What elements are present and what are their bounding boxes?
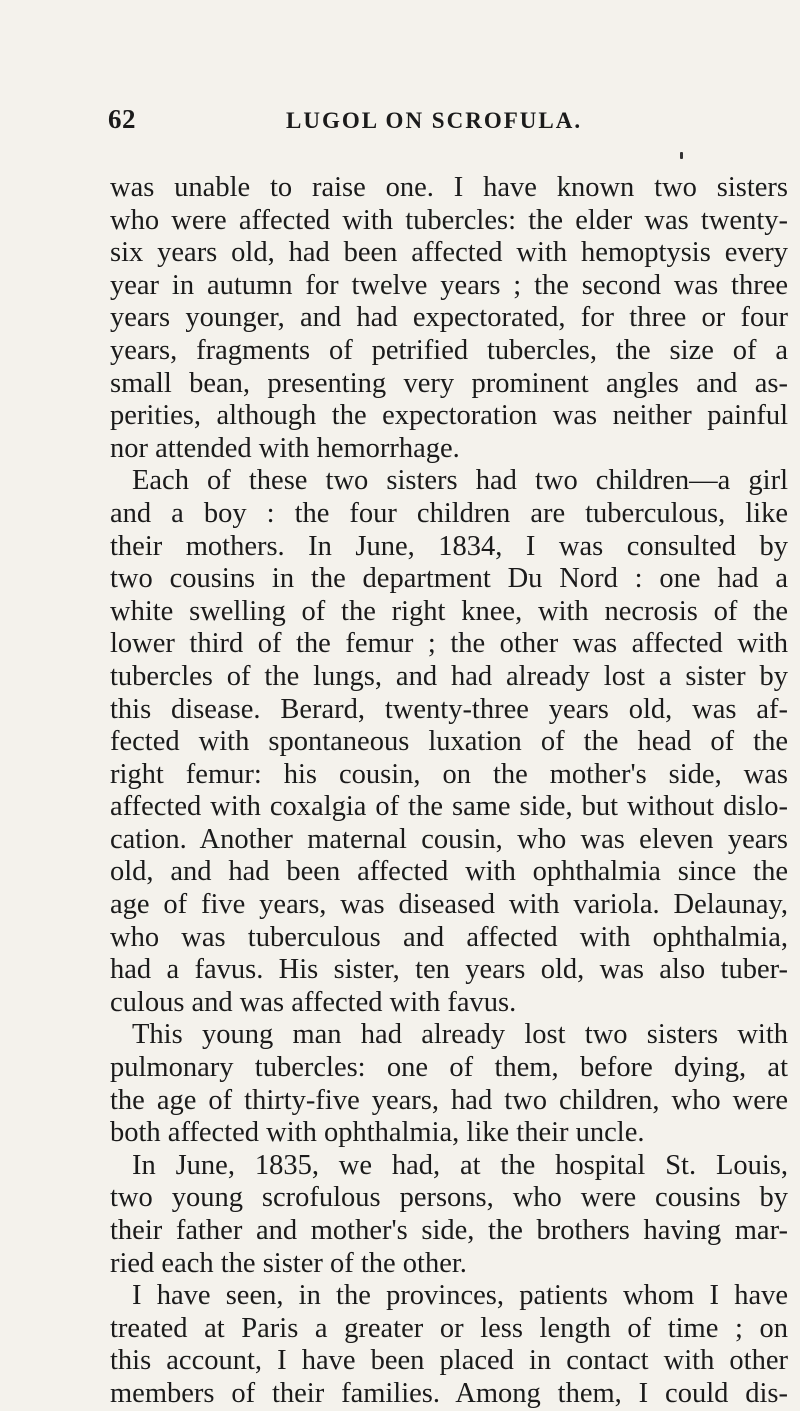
text-line: years, fragments of petrified tubercles, the size of a <box>110 334 788 366</box>
text-line: years younger, and had expectorated, for three or four <box>110 302 788 334</box>
text-line: affected with coxalgia of the same side, but without dislo- <box>110 791 788 823</box>
text-line: white swelling of the right knee, with necrosis of the <box>110 595 788 627</box>
text-line: This young man had already lost two sisters with <box>132 1019 788 1051</box>
text-line: this account, I have been placed in contact with other <box>110 1345 788 1377</box>
text-line: six years old, had been affected with hemoptysis every <box>110 237 788 269</box>
text-line: this disease. Berard, twenty-three years old, was af- <box>110 693 788 725</box>
ink-speck <box>680 152 683 159</box>
text-line: old, and had been affected with ophthalmia since the <box>110 856 788 888</box>
text-line: cation. Another maternal cousin, who was eleven years <box>110 823 788 855</box>
text-line: members of their families. Among them, I could dis- <box>110 1377 788 1409</box>
text-line: year in autumn for twelve years ; the second was three <box>110 269 788 301</box>
text-line: culous and was affected with favus. <box>110 986 517 1018</box>
text-line: the age of thirty-five years, had two children, who were <box>110 1084 788 1116</box>
text-line: their mothers. In June, 1834, I was consulted by <box>110 530 788 562</box>
text-line: pulmonary tubercles: one of them, before dying, at <box>110 1052 788 1084</box>
text-line: Each of these two sisters had two children—a girl <box>132 465 788 497</box>
text-line: small bean, presenting very prominent angles and as- <box>110 367 788 399</box>
text-line: two cousins in the department Du Nord : one had a <box>110 563 788 595</box>
page-header <box>108 104 738 138</box>
text-line: who were affected with tubercles: the elder was twenty- <box>110 204 788 236</box>
text-line: In June, 1835, we had, at the hospital St. Louis, <box>132 1149 788 1181</box>
text-line: lower third of the femur ; the other was affected with <box>110 628 788 660</box>
text-line: and a boy : the four children are tuberculous, like <box>110 497 788 529</box>
text-line: ried each the sister of the other. <box>110 1247 467 1279</box>
text-line: was unable to raise one. I have known two sisters <box>110 172 788 203</box>
body-text <box>110 172 788 1411</box>
text-line: right femur: his cousin, on the mother's side, was <box>110 758 788 790</box>
text-line: both affected with ophthalmia, like their uncle. <box>110 1117 645 1149</box>
text-line: fected with spontaneous luxation of the head of the <box>110 726 788 758</box>
text-line: I have seen, in the provinces, patients whom I have <box>132 1280 788 1312</box>
text-line: treated at Paris a greater or less length of time ; on <box>110 1312 788 1344</box>
text-line: had a favus. His sister, ten years old, was also tuber- <box>110 954 788 986</box>
text-line: perities, although the expectoration was neither painful <box>110 400 788 432</box>
text-line: two young scrofulous persons, who were cousins by <box>110 1182 788 1214</box>
text-line: nor attended with hemorrhage. <box>110 432 460 464</box>
text-line: tubercles of the lungs, and had already lost a sister by <box>110 660 788 692</box>
page-number: 62 <box>108 104 136 134</box>
text-line: age of five years, was diseased with variola. Delaunay, <box>110 889 788 921</box>
text-line: who was tuberculous and affected with ophthalmia, <box>110 921 788 953</box>
running-title: LUGOL ON SCROFULA. <box>286 108 583 133</box>
text-line: their father and mother's side, the brothers having mar- <box>110 1215 788 1246</box>
